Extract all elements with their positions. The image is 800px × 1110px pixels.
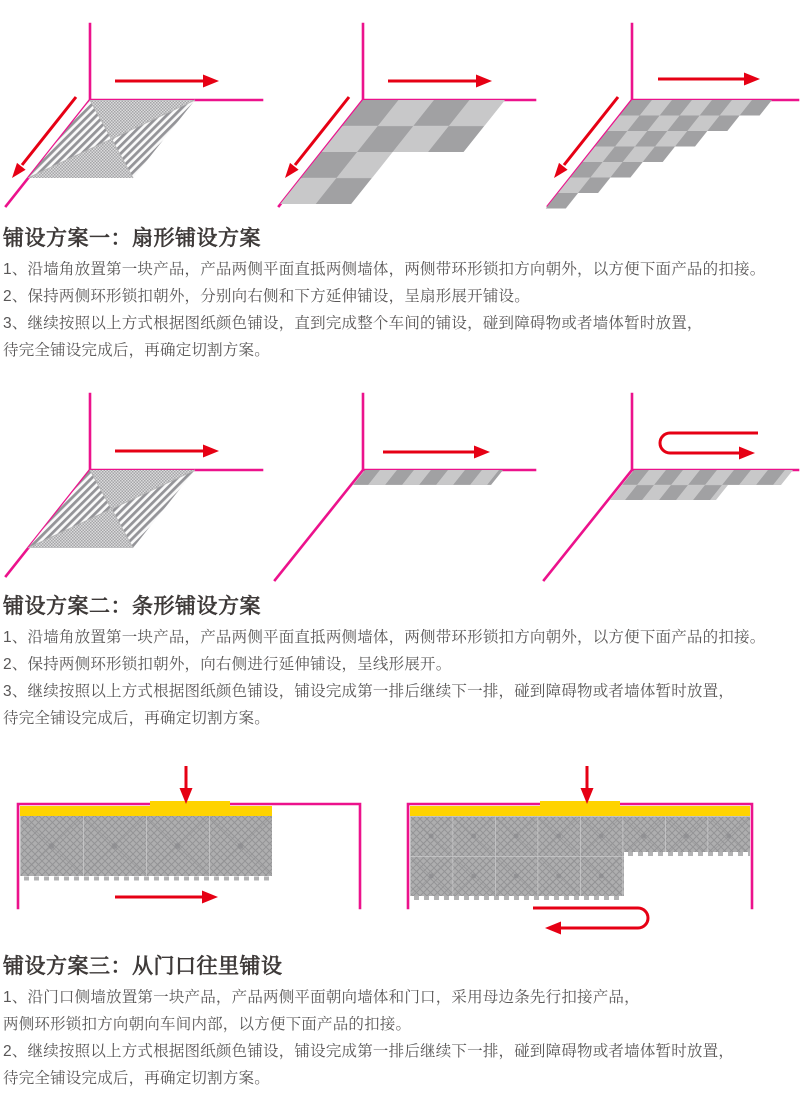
instruction-line: 1、沿墙角放置第一块产品，产品两侧平面直抵两侧墙体，两侧带环形锁扣方向朝外，以方便下面产品的扣接。	[3, 261, 766, 278]
diagram-fan-step3	[546, 24, 798, 209]
diagram-fan-step2	[279, 24, 535, 206]
wall-corner-lines	[90, 394, 262, 470]
lay-direction-right-arrow-icon	[115, 75, 219, 88]
diagram-doorway-step2	[408, 766, 752, 935]
lay-direction-right-arrow-icon	[115, 445, 219, 458]
diagram-strip-step3	[544, 394, 798, 580]
section-1-diagrams	[0, 0, 800, 220]
section-2-text	[3, 624, 799, 732]
tile-staircase-large	[546, 100, 772, 209]
instruction-line: 3、继续按照以上方式根据图纸颜色铺设，铺设完成第一排后继续下一排，碰到障碍物或者墙体暂时放置，	[3, 683, 735, 700]
section-2-heading: 铺设方案二：条形铺设方案	[3, 595, 261, 618]
diagram-doorway-step1	[18, 766, 360, 908]
lay-direction-right-arrow-icon	[388, 75, 492, 88]
instruction-line: 待完全铺设完成后，再确定切割方案。	[3, 1070, 270, 1087]
instruction-line: 1、沿墙角放置第一块产品，产品两侧平面直抵两侧墙体，两侧带环形锁扣方向朝外，以方便下面产品的扣接。	[3, 629, 766, 646]
tile-row-block	[20, 816, 272, 879]
instruction-line: 2、保持两侧环形锁扣朝外，向右侧进行延伸铺设，呈线形展开。	[3, 656, 452, 673]
diagram-strip-step2	[275, 394, 535, 580]
section-2-diagrams	[0, 385, 800, 585]
instruction-line: 2、保持两侧环形锁扣朝外，分别向右侧和下方延伸铺设，呈扇形展开铺设。	[3, 288, 530, 305]
instruction-line: 1、沿门口侧墙放置第一块产品，产品两侧平面朝向墙体和门口，采用母边条先行扣接产品，	[3, 989, 640, 1006]
mother-edge-strip	[20, 806, 272, 817]
lay-direction-right-arrow-icon	[383, 446, 490, 459]
tile-two-row-step	[610, 470, 793, 500]
instruction-line: 两侧环形锁扣方向朝向车间内部，以方便下面产品的扣接。	[3, 1016, 412, 1033]
wall-diagonal-line	[275, 470, 363, 580]
instruction-line: 2、继续按照以上方式根据图纸颜色铺设，铺设完成第一排后继续下一排，碰到障碍物或者墙体暂时放置，	[3, 1043, 735, 1060]
section-1-heading: 铺设方案一：扇形铺设方案	[3, 227, 261, 250]
doorway-edge-strip	[150, 801, 230, 816]
wall-corner-lines	[363, 24, 535, 100]
section-3-heading: 铺设方案三：从门口往里铺设	[3, 955, 283, 978]
tile-parallelogram	[28, 470, 195, 548]
doorway-edge-strip	[540, 801, 620, 816]
section-3-diagrams	[0, 760, 800, 940]
tile-staircase-small	[280, 100, 505, 204]
wall-corner-lines	[632, 24, 798, 100]
wall-corner-lines	[90, 24, 262, 100]
entry-direction-down-arrow-icon	[581, 766, 594, 804]
wall-corner-lines	[363, 394, 535, 470]
instruction-line: 待完全铺设完成后，再确定切割方案。	[3, 710, 270, 727]
row-return-u-turn-arrow-icon	[533, 908, 648, 935]
lay-direction-right-arrow-icon	[658, 73, 760, 86]
tile-parallelogram	[28, 100, 195, 178]
instruction-line: 待完全铺设完成后，再确定切割方案。	[3, 342, 270, 359]
instruction-line: 3、继续按照以上方式根据图纸颜色铺设，直到完成整个车间的铺设，碰到障碍物或者墙体暂时放置，	[3, 315, 703, 332]
section-3-text	[3, 984, 799, 1092]
lay-direction-right-arrow-icon	[115, 891, 218, 904]
row-return-u-turn-arrow-icon	[660, 433, 758, 460]
tile-two-row-block	[410, 816, 750, 898]
tile-single-row-strip	[353, 470, 503, 485]
section-1-text	[3, 256, 799, 364]
wall-diagonal-line	[544, 470, 632, 580]
entry-direction-down-arrow-icon	[180, 766, 193, 804]
diagram-strip-step1	[6, 394, 262, 576]
diagram-fan-step1	[6, 24, 262, 206]
